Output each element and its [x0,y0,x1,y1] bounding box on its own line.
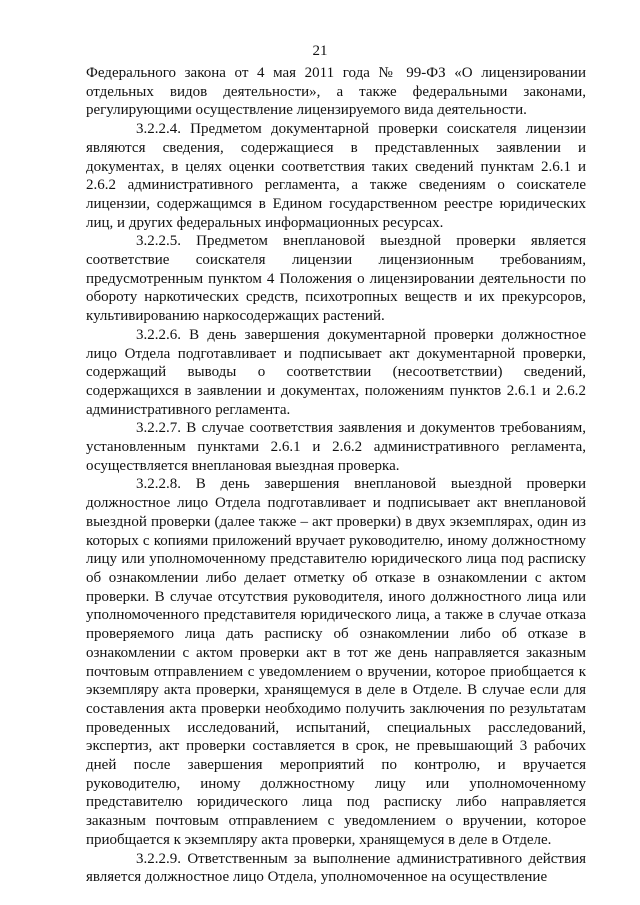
document-body [86,64,586,887]
paragraph-continuation: Федерального закона от 4 мая 2011 года № 99-ФЗ «О лицензировании отдельных видов деятельности», а также федеральными законами, регулирующими осуществление лицензируемого вида деятельности. [86,65,586,119]
paragraph-3-2-2-9: 3.2.2.9. Ответственным за выполнение административного действия является должностное лицо Отдела, уполномоченное на осуществление [86,850,586,886]
page-number: 21 [312,43,328,59]
paragraph-3-2-2-4: 3.2.2.4. Предметом документарной проверки соискателя лицензии являются сведения, содержащиеся в представленных заявлении и документах, в целях оценки соответствия таких сведений пунктам 2.6.1 и 2.6.2 административного регламента, а также сведениям о соискателе лицензии, содержащимся в Едином государственном реестре юридических лиц, и других федеральных информационных ресурсах. [86,121,586,231]
paragraph-3-2-2-6: 3.2.2.6. В день завершения документарной проверки должностное лицо Отдела подготавливает и подписывает акт документарной проверки, содержащий выводы о соответствии (несоответствии) сведений, содержащихся в заявлении и документах, положениям пунктов 2.6.1 и 2.6.2 административного регламента. [86,326,586,418]
paragraph-3-2-2-8: 3.2.2.8. В день завершения внеплановой выездной проверки должностное лицо Отдела подготавливает и подписывает акт внеплановой выездной проверки (далее также – акт проверки) в двух экземплярах, один из которых с копиями приложений вручает руководителю, иному должностному лицу или уполномоченному представителю юридического лица под расписку об ознакомлении либо делает отметку об отказе в ознакомлении с актом проверки. В случае отсутствия руководителя, иного должностного лица или уполномоченного представителя юридического лица, а также в случае отказа проверяемого лица дать расписку об ознакомлении либо об отказе в ознакомлении с актом проверки акт в тот же день направляется заказным почтовым отправлением с уведомлением о вручении, которое приобщается к экземпляру акта проверки, хранящемуся в деле в Отделе. В случае если для составления акта проверки необходимо получить заключения по результатам проведенных исследований, испытаний, специальных расследований, экспертиз, акт проверки составляется в срок, не превышающий 3 рабочих дней после завершения мероприятий по контролю, и вручается руководителю, иному должностному лицу или уполномоченному представителю юридического лица под расписку либо направляется заказным почтовым отправлением с уведомлением о вручении, которое приобщается к экземпляру акта проверки, хранящемуся в деле в Отделе. [86,476,586,848]
paragraph-3-2-2-7: 3.2.2.7. В случае соответствия заявления и документов требованиям, установленным пунктами 2.6.1 и 2.6.2 административного регламента, осуществляется внеплановая выездная проверка. [86,420,586,474]
paragraph-3-2-2-5: 3.2.2.5. Предметом внеплановой выездной проверки является соответствие соискателя лицензии лицензионным требованиям, предусмотренным пунктом 4 Положения о лицензировании деятельности по обороту наркотических средств, психотропных веществ и их прекурсоров, культивированию наркосодержащих растений. [86,233,586,325]
